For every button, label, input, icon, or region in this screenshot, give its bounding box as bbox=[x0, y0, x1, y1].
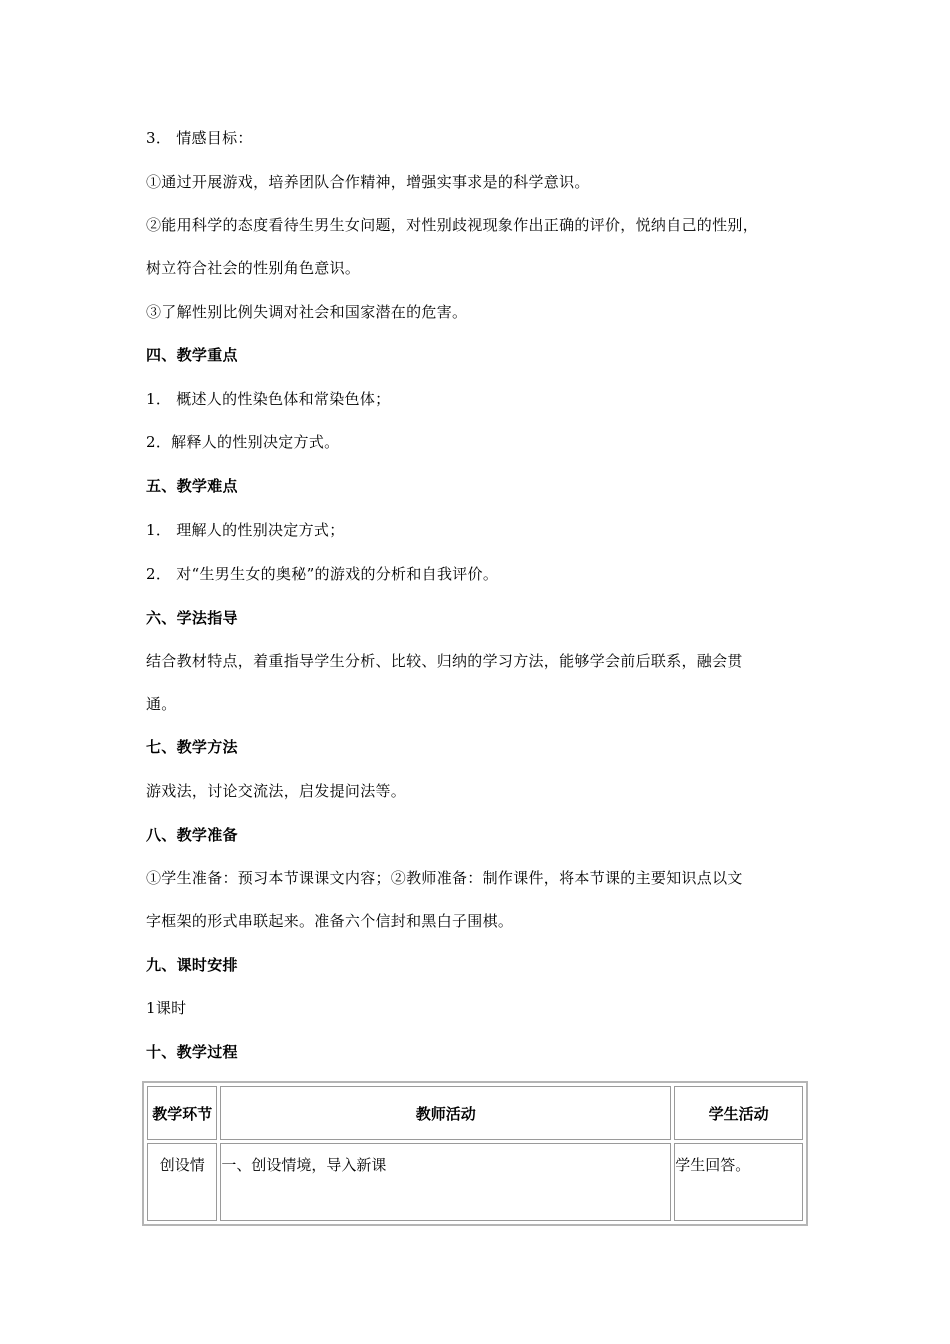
section-heading-methods: 七、教学方法 bbox=[146, 738, 238, 756]
section-heading-preparation: 八、教学准备 bbox=[146, 826, 238, 844]
header-student-activity: 学生活动 bbox=[674, 1086, 803, 1140]
schedule-text: 1课时 bbox=[146, 999, 187, 1017]
key-point-1: 1． 概述人的性染色体和常染色体； bbox=[146, 390, 391, 408]
section-heading-study-guidance: 六、学法指导 bbox=[146, 609, 238, 627]
cell-student-activity: 学生回答。 bbox=[674, 1143, 803, 1221]
difficulty-2: 2． 对“生男生女的奥秘”的游戏的分析和自我评价。 bbox=[146, 565, 499, 583]
header-teacher-activity: 教师活动 bbox=[220, 1086, 671, 1140]
goal-item-2-line1: ②能用科学的态度看待生男生女问题，对性别歧视现象作出正确的评价，悦纳自己的性别， bbox=[146, 216, 759, 234]
methods-text: 游戏法，讨论交流法，启发提问法等。 bbox=[146, 782, 407, 800]
goal-item-1: ①通过开展游戏，培养团队合作精神，增强实事求是的科学意识。 bbox=[146, 173, 590, 191]
study-guidance-line1: 结合教材特点，着重指导学生分析、比较、归纳的学习方法，能够学会前后联系，融会贯 bbox=[146, 652, 743, 670]
table-header-row bbox=[147, 1086, 803, 1140]
preparation-line1: ①学生准备：预习本节课课文内容；②教师准备：制作课件，将本节课的主要知识点以文 bbox=[146, 869, 743, 887]
table-row bbox=[147, 1143, 803, 1221]
section-heading-process: 十、教学过程 bbox=[146, 1043, 238, 1061]
cell-teacher-activity: 一、创设情境，导入新课 bbox=[220, 1143, 671, 1221]
section-heading-schedule: 九、课时安排 bbox=[146, 956, 238, 974]
study-guidance-line2: 通。 bbox=[146, 695, 177, 713]
section-heading-key-points: 四、教学重点 bbox=[146, 346, 238, 364]
preparation-line2: 字框架的形式串联起来。准备六个信封和黑白子围棋。 bbox=[146, 912, 514, 930]
key-point-2: 2．解释人的性别决定方式。 bbox=[146, 433, 340, 451]
header-stage: 教学环节 bbox=[147, 1086, 217, 1140]
teaching-process-table bbox=[142, 1081, 808, 1226]
difficulty-1: 1． 理解人的性别决定方式； bbox=[146, 521, 345, 539]
emotion-goal-heading: 3． 情感目标： bbox=[146, 129, 253, 147]
section-heading-difficulties: 五、教学难点 bbox=[146, 477, 238, 495]
goal-item-3: ③了解性别比例失调对社会和国家潜在的危害。 bbox=[146, 303, 468, 321]
cell-stage: 创设情 bbox=[147, 1143, 217, 1221]
goal-item-2-line2: 树立符合社会的性别角色意识。 bbox=[146, 259, 361, 277]
